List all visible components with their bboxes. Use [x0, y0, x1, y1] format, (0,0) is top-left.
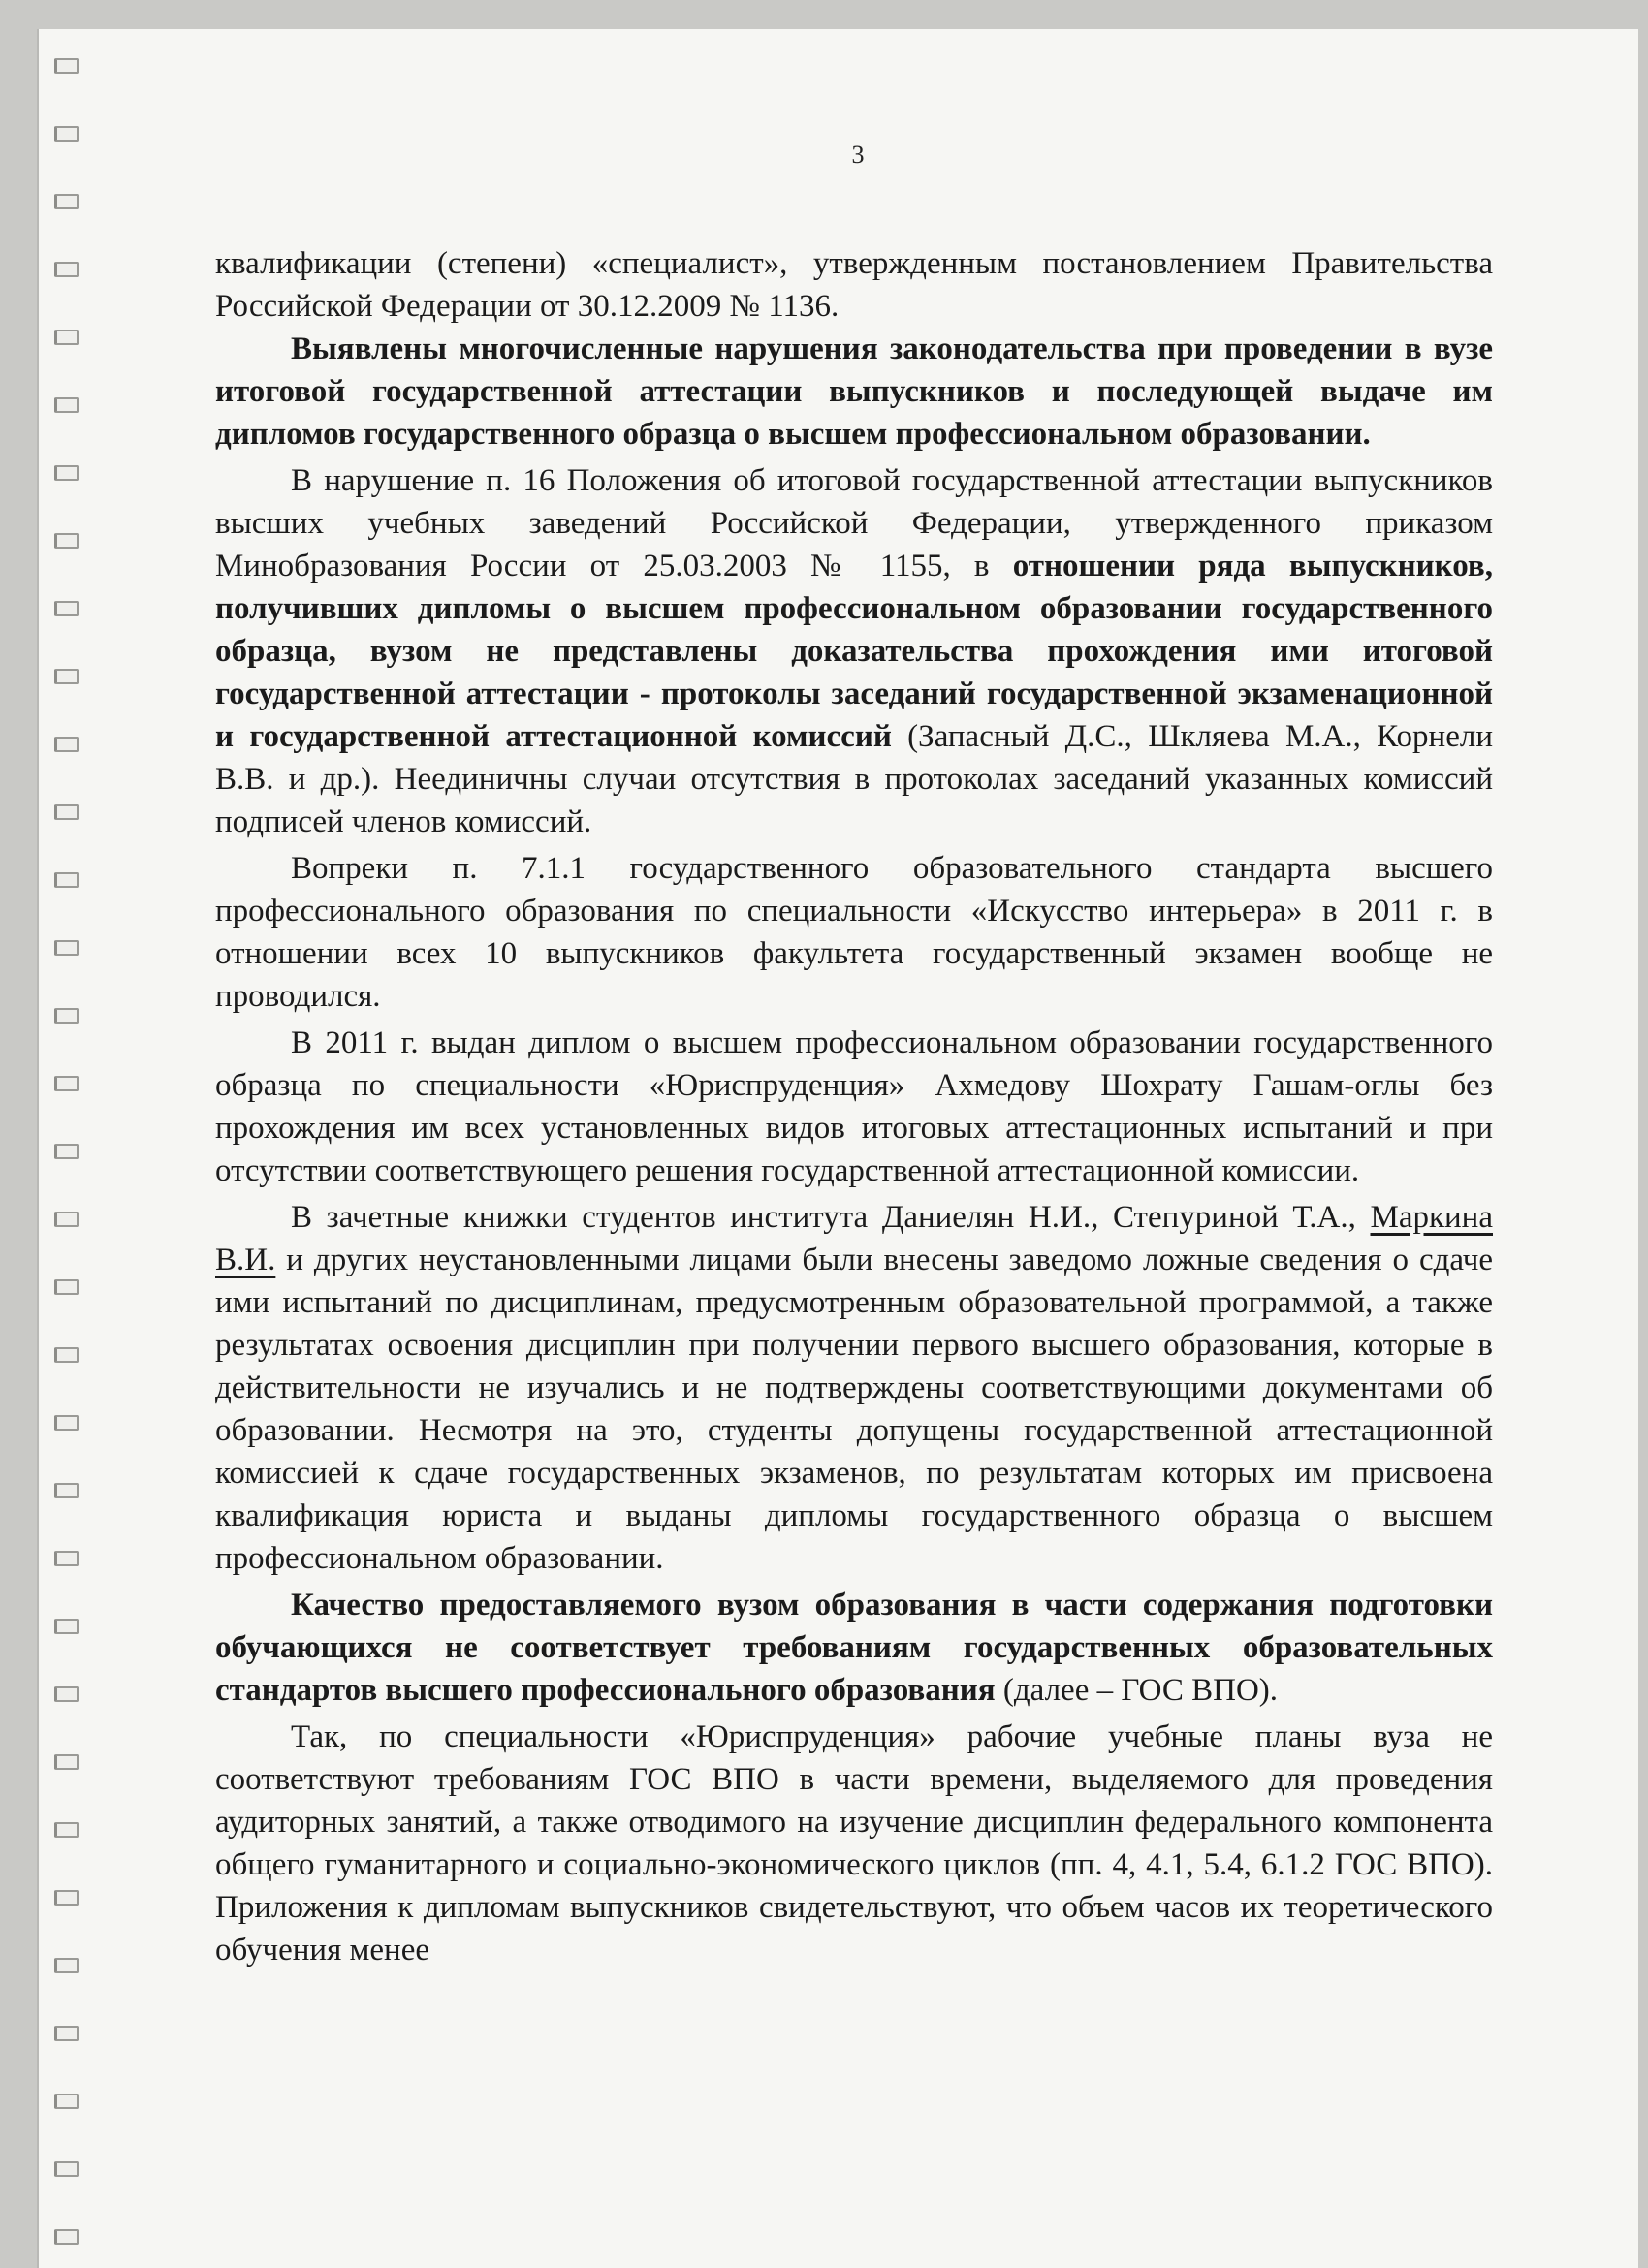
- paragraph-text: В зачетные книжки студентов института Даниелян Н.И., Степуриной Т.А.,: [291, 1200, 1371, 1235]
- bold-statement: отношении ряда выпускников, получивших дипломы о высшем профессиональном образовании государственного образца, вузом не представлены доказательства прохождения ими итоговой государственной аттестации - протоколы заседаний государственной экзаменационной и государственной аттестационной комиссий: [215, 549, 1493, 754]
- page-number: 3: [851, 141, 865, 169]
- paragraph-text: и других неустановленными лицами были внесены заведомо ложные сведения о сдаче ими испытаний по дисциплинам, предусмотренным образовательной программой, а также результатах освоения дисциплин при получении первого высшего образования, которые в действительности не изучались и не подтверждены соответствующими документами об образовании. Несмотря на это, студенты допущены государственной аттестационной комиссией к сдаче государственных экзаменов, по результатам которых им присвоена квалификация юриста и выданы дипломы государственного образца о высшем профессиональном образовании.: [215, 1243, 1493, 1576]
- underlined-name: Маркина В.И.: [215, 1200, 1493, 1277]
- bold-statement: Выявлены многочисленные нарушения законодательства при проведении в вузе итоговой государственной аттестации выпускников и последующей выдаче им дипломов государственного образца о высшем профессиональном образовании.: [215, 331, 1493, 452]
- paragraph-curriculum: Так, по специальности «Юриспруденция» рабочие учебные планы вуза не соответствуют требованиям ГОС ВПО в части времени, выделяемого для проведения аудиторных занятий, а также отводимого на изучение дисциплин федерального компонента общего гуманитарного и социально-экономического циклов (пп. 4, 4.1, 5.4, 6.1.2 ГОС ВПО). Приложения к дипломам выпускников свидетельствуют, что объем часов их теоретического обучения менее: [215, 1719, 1493, 1968]
- paragraph-text: (далее – ГОС ВПО).: [995, 1673, 1279, 1708]
- paragraph-text: В нарушение п. 16 Положения об итоговой государственной аттестации выпускников высших учебных заведений Российской Федерации, утвержденного приказом Минобразования России от 25.03.2003 № 1155, в: [215, 463, 1493, 583]
- paragraph-standard-violation: Вопреки п. 7.1.1 государственного образовательного стандарта высшего профессионального образования по специальности «Искусство интерьера» в 2011 г. в отношении всех 10 выпускников факультета государственный экзамен вообще не проводился.: [215, 851, 1493, 1014]
- paragraph-continuation: квалификации (степени) «специалист», утвержденным постановлением Правительства Российской Федерации от 30.12.2009 № 1136.: [215, 246, 1493, 324]
- paragraph-attestation-violation: [215, 459, 1493, 843]
- paragraph-diploma-issued: В 2011 г. выдан диплом о высшем профессиональном образовании государственного образца по специальности «Юриспруденция» Ахмедову Шохрату Гашам-оглы без прохождения им всех установленных видов итоговых аттестационных испытаний и при отсутствии соответствующего решения государственной аттестационной комиссии.: [215, 1025, 1493, 1188]
- paragraph-quality-heading: [215, 1584, 1493, 1712]
- binder-holes: [54, 39, 76, 2249]
- paragraph-record-books: [215, 1196, 1493, 1580]
- paragraph-violations-heading: [215, 328, 1493, 456]
- bold-statement: Качество предоставляемого вузом образования в части содержания подготовки обучающихся не соответствует требованиям государственных образовательных стандартов высшего профессионального образования: [215, 1588, 1493, 1708]
- paragraph-text: (Запасный Д.С., Шкляева М.А., Корнели В.В. и др.). Неединичны случаи отсутствия в протоколах заседаний указанных комиссий подписей членов комиссий.: [215, 719, 1493, 839]
- document-body: [215, 242, 1493, 1971]
